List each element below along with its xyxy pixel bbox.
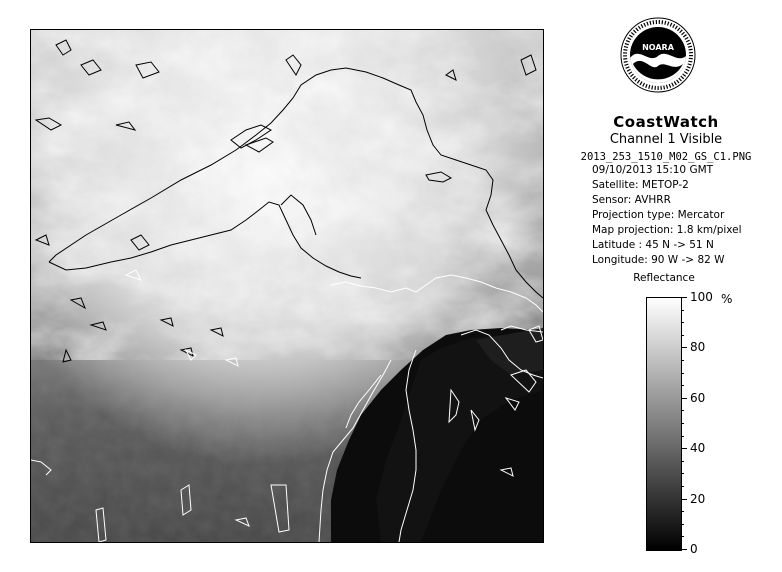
colorbar-tick-label: 100 (690, 290, 713, 304)
colorbar-minor-tick (681, 461, 684, 462)
colorbar-tick-label: 60 (690, 390, 706, 405)
colorbar-minor-tick (681, 536, 684, 537)
colorbar-tick-mark (681, 448, 687, 449)
longitude-label: Longitude: 90 W -> 82 W (592, 254, 725, 266)
projection-type-label: Projection type: Mercator (592, 209, 725, 221)
colorbar-minor-tick (681, 322, 684, 323)
logo-text: NOARA (642, 43, 674, 52)
map-svg (31, 30, 543, 542)
map-projection-label: Map projection: 1.8 km/pixel (592, 224, 742, 236)
colorbar-tick-label: 40 (690, 441, 706, 456)
colorbar-tick-mark (681, 297, 687, 298)
colorbar-tick-mark (681, 347, 687, 348)
colorbar-minor-tick (681, 486, 684, 487)
noaa-logo (619, 16, 697, 94)
colorbar (646, 297, 682, 551)
sensor-label: Sensor: AVHRR (592, 194, 671, 206)
colorbar-tick-mark (681, 549, 687, 550)
latitude-label: Latitude : 45 N -> 51 N (592, 239, 714, 251)
colorbar-tick-label: 80 (690, 340, 706, 355)
product-title: CoastWatch (613, 113, 719, 131)
colorbar-tick-label: 20 (690, 491, 706, 506)
datetime-label: 09/10/2013 15:10 GMT (592, 164, 714, 176)
colorbar-minor-tick (681, 473, 684, 474)
colorbar-minor-tick (681, 524, 684, 525)
colorbar-minor-tick (681, 410, 684, 411)
colorbar-minor-tick (681, 436, 684, 437)
filename-label: 2013_253_1510_M02_GS_C1.PNG (580, 151, 752, 163)
satellite-image (30, 29, 544, 543)
colorbar-minor-tick (681, 511, 684, 512)
colorbar-minor-tick (681, 373, 684, 374)
colorbar-tick-label: 0 (690, 542, 698, 556)
satellite-label: Satellite: METOP-2 (592, 179, 689, 191)
colorbar-tick-mark (681, 398, 687, 399)
colorbar-ticks (681, 290, 741, 556)
colorbar-minor-tick (681, 385, 684, 386)
colorbar-unit: % (721, 292, 733, 306)
colorbar-minor-tick (681, 423, 684, 424)
colorbar-tick-mark (681, 499, 687, 500)
channel-subtitle: Channel 1 Visible (609, 132, 723, 147)
colorbar-minor-tick (681, 310, 684, 311)
metadata-list (566, 163, 766, 268)
colorbar-title: Reflectance (633, 272, 695, 284)
info-panel (566, 113, 766, 268)
colorbar-minor-tick (681, 335, 684, 336)
colorbar-minor-tick (681, 360, 684, 361)
